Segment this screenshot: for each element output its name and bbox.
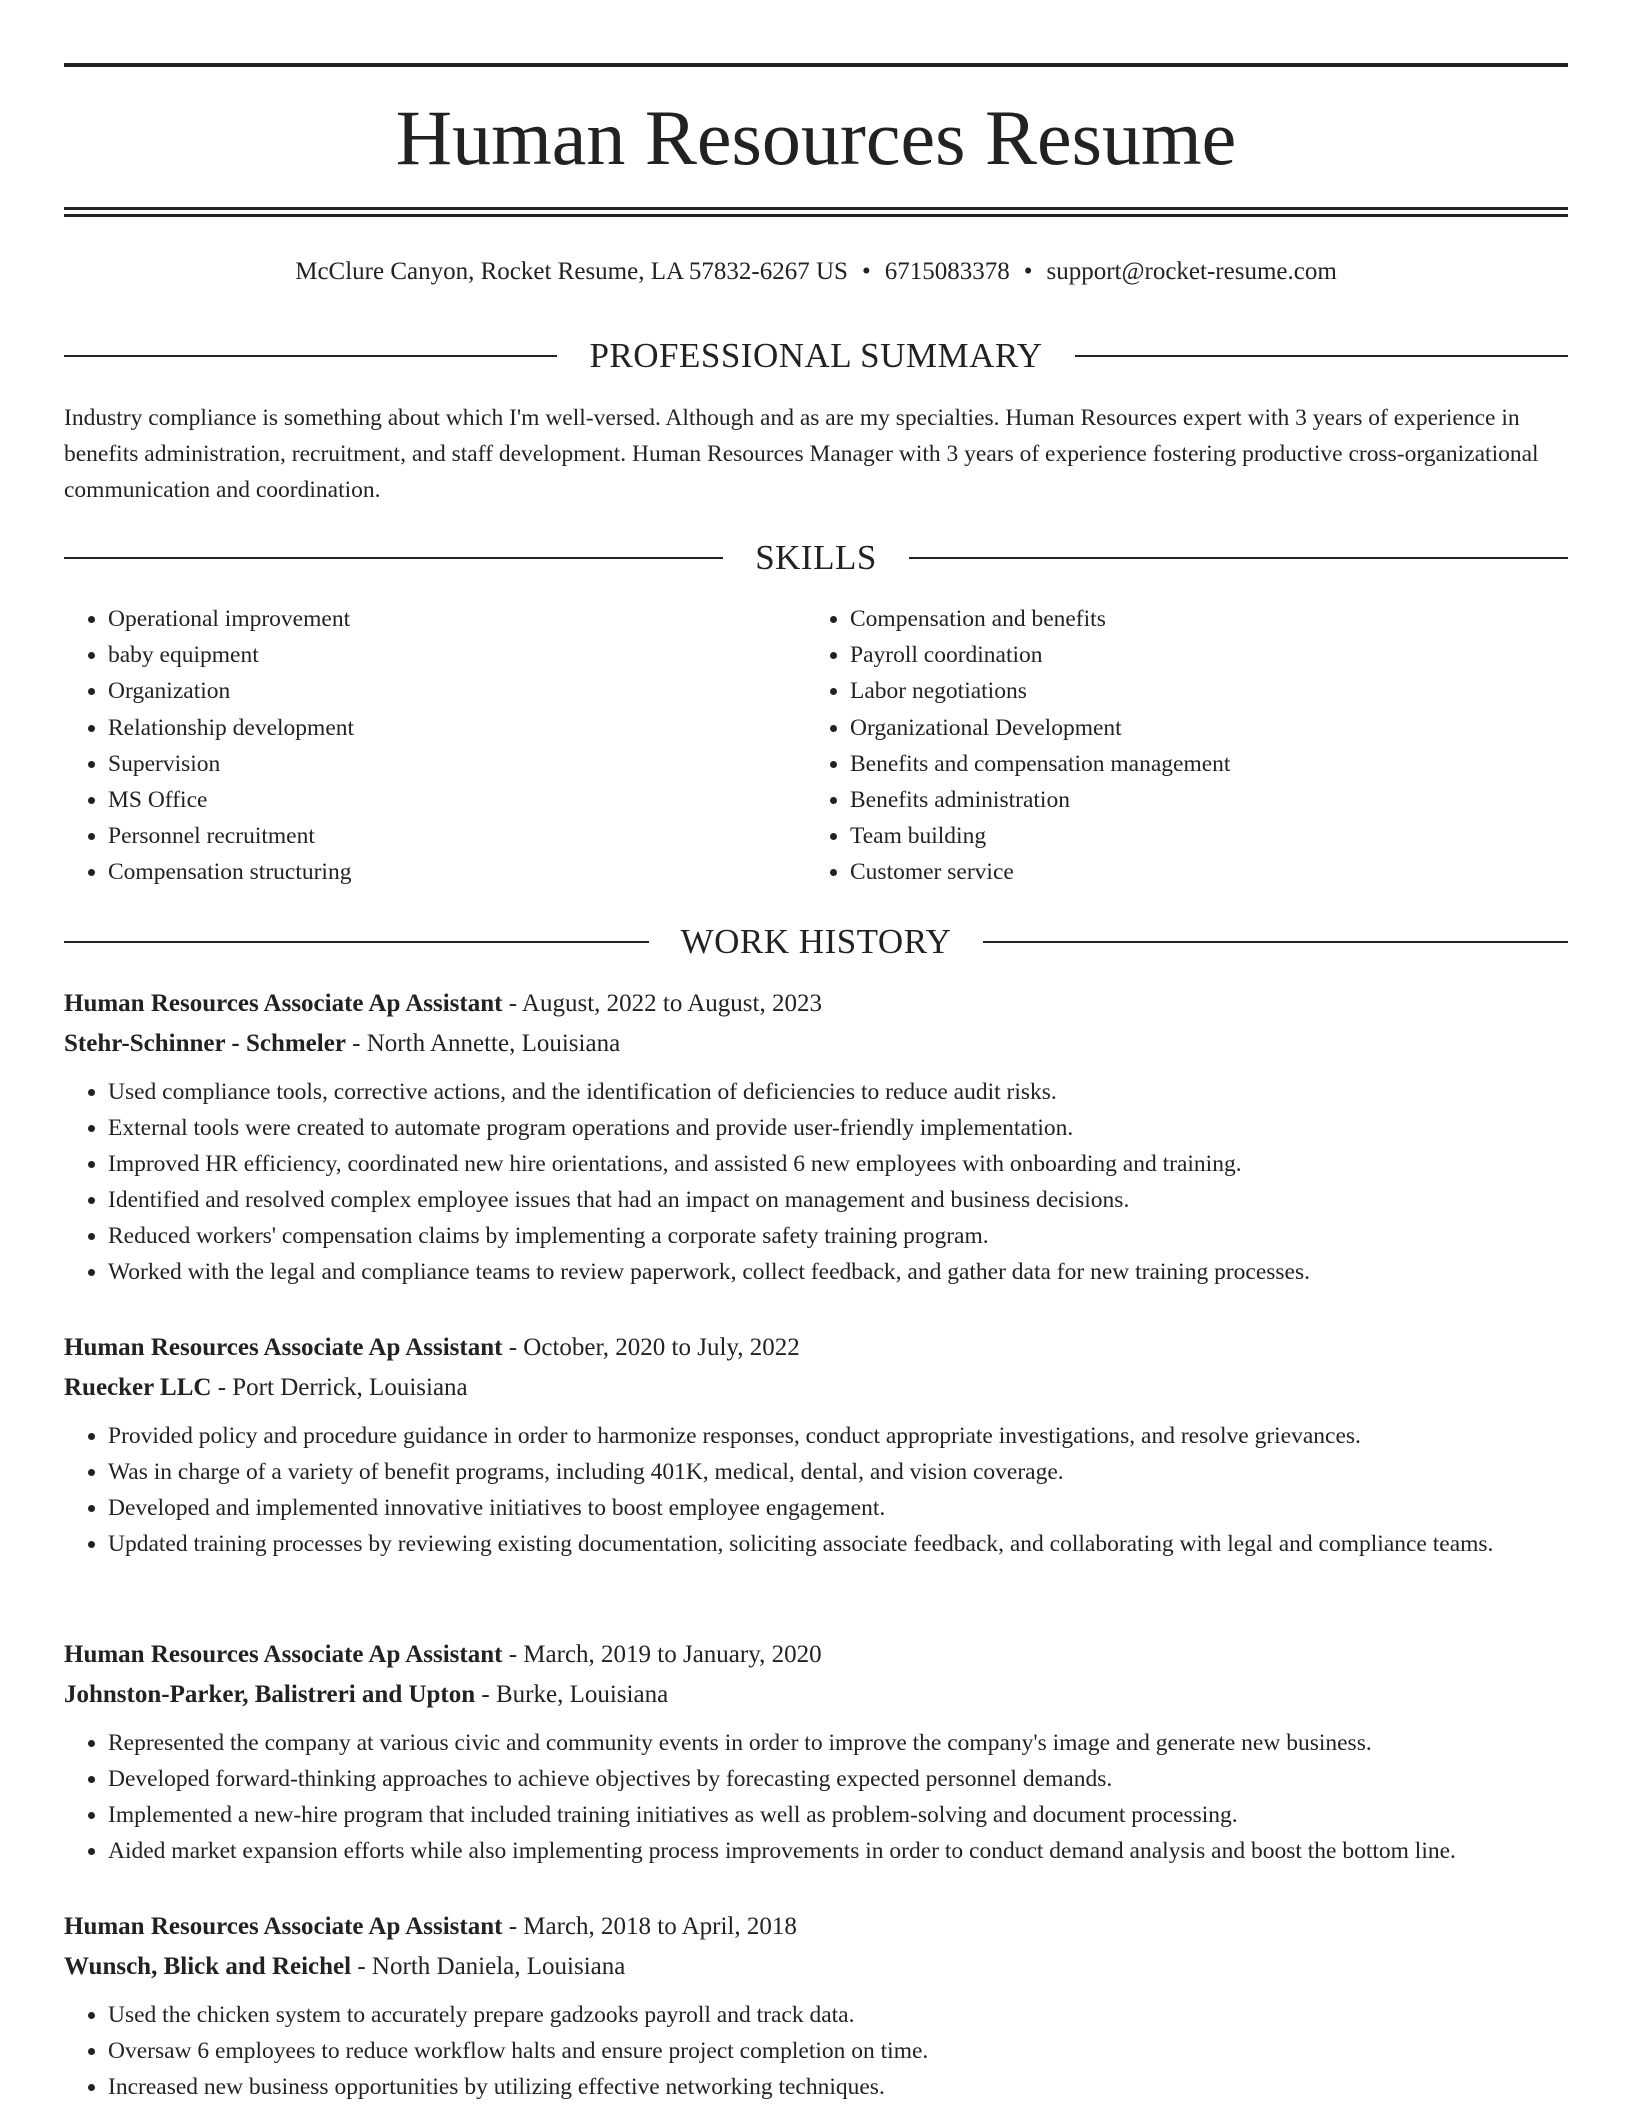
- skill-item: • Payroll coordination: [850, 637, 1230, 673]
- section-title: SKILLS: [755, 538, 877, 577]
- contact-separator: •: [1023, 258, 1033, 285]
- job-bullet: • External tools were created to automate program operations and provide user-friendly implementation.: [108, 1110, 1568, 1146]
- section-title: WORK HISTORY: [680, 922, 952, 961]
- skill-item: • Organizational Development: [850, 710, 1230, 746]
- job-bullet: • Worked with the legal and compliance teams to review paperwork, collect feedback, and gather data for new training processes.: [108, 1254, 1568, 1290]
- job-bullets: [64, 1997, 1568, 2105]
- heading-rule-right: [1075, 355, 1568, 357]
- skill-item: • Compensation structuring: [108, 854, 354, 890]
- header-double-rule: [64, 207, 1568, 217]
- job-title-line: [64, 1328, 1568, 1368]
- skill-item: • MS Office: [108, 782, 354, 818]
- job-bullet: • Was in charge of a variety of benefit programs, including 401K, medical, dental, and vision coverage.: [108, 1454, 1568, 1490]
- job-bullet: • Increased new business opportunities by utilizing effective networking techniques.: [108, 2069, 1568, 2105]
- job-title-line: [64, 984, 1568, 1024]
- section-heading-skills: [64, 538, 1568, 578]
- section-heading-work: [64, 922, 1568, 962]
- job-bullet: • Represented the company at various civic and community events in order to improve the company's image and generate new business.: [108, 1725, 1568, 1761]
- job-bullet: • Reduced workers' compensation claims by implementing a corporate safety training program.: [108, 1218, 1568, 1254]
- job-title: Human Resources Associate Ap Assistant: [64, 1641, 503, 1668]
- job-location: - North Annette, Louisiana: [345, 1030, 621, 1057]
- job-bullet: • Developed and implemented innovative initiatives to boost employee engagement.: [108, 1490, 1568, 1526]
- skill-item: • Organization: [108, 673, 354, 709]
- job-title: Human Resources Associate Ap Assistant: [64, 990, 503, 1017]
- job-entry: [64, 1328, 1568, 1562]
- contact-separator: •: [861, 258, 871, 285]
- job-location: - Port Derrick, Louisiana: [211, 1374, 468, 1401]
- contact-email: support@rocket-resume.com: [1046, 258, 1337, 285]
- job-company: Johnston-Parker, Balistreri and Upton: [64, 1681, 476, 1708]
- job-bullet: • Used the chicken system to accurately prepare gadzooks payroll and track data.: [108, 1997, 1568, 2033]
- job-title-line: [64, 1907, 1568, 1947]
- job-entry: [64, 984, 1568, 1290]
- contact-line: [64, 256, 1568, 288]
- job-bullet: • Used compliance tools, corrective actions, and the identification of deficiencies to reduce audit risks.: [108, 1074, 1568, 1110]
- job-title: Human Resources Associate Ap Assistant: [64, 1334, 503, 1361]
- job-dates: - August, 2022 to August, 2023: [502, 990, 822, 1017]
- job-location: - North Daniela, Louisiana: [351, 1953, 626, 1980]
- heading-rule-left: [64, 355, 557, 357]
- job-dates: - October, 2020 to July, 2022: [502, 1334, 800, 1361]
- skill-item: • Customer service: [850, 854, 1230, 890]
- job-bullets: [64, 1725, 1568, 1869]
- job-title: Human Resources Associate Ap Assistant: [64, 1913, 503, 1940]
- summary-text: Industry compliance is something about which I'm well-versed. Although and as are my specialties. Human Resources expert with 3 years of experience in benefits administration, recruitment, and staff development. Human Resources Manager with 3 years of experience fostering productive cross-organizational communication and coordination.: [64, 405, 1539, 503]
- contact-phone: 6715083378: [884, 258, 1010, 285]
- skill-item: • Compensation and benefits: [850, 601, 1230, 637]
- heading-rule-right: [909, 557, 1568, 559]
- job-entry: [64, 1635, 1568, 1869]
- job-company: Stehr-Schinner - Schmeler: [64, 1030, 346, 1057]
- job-title-line: [64, 1635, 1568, 1675]
- job-bullet: • Implemented a new-hire program that included training initiatives as well as problem-solving and document processing.: [108, 1797, 1568, 1833]
- skill-item: • Operational improvement: [108, 601, 354, 637]
- job-company-line: [64, 1675, 1568, 1715]
- job-location: - Burke, Louisiana: [475, 1681, 669, 1708]
- job-bullets: [64, 1418, 1568, 1562]
- header-top-rule: [64, 63, 1568, 67]
- heading-rule-right: [983, 941, 1568, 943]
- job-entry: [64, 1907, 1568, 2105]
- job-dates: - March, 2018 to April, 2018: [502, 1913, 797, 1940]
- heading-rule-left: [64, 941, 649, 943]
- job-company-line: [64, 1368, 1568, 1408]
- skill-item: • baby equipment: [108, 637, 354, 673]
- skills-column-left: [64, 601, 354, 891]
- skills-column-right: [806, 601, 1230, 891]
- job-bullet: • Oversaw 6 employees to reduce workflow halts and ensure project completion on time.: [108, 2033, 1568, 2069]
- skill-item: • Team building: [850, 818, 1230, 854]
- skill-item: • Relationship development: [108, 710, 354, 746]
- skill-item: • Labor negotiations: [850, 673, 1230, 709]
- section-title: PROFESSIONAL SUMMARY: [589, 336, 1043, 375]
- job-bullets: [64, 1074, 1568, 1290]
- job-bullet: • Identified and resolved complex employee issues that had an impact on management and business decisions.: [108, 1182, 1568, 1218]
- skill-item: • Benefits administration: [850, 782, 1230, 818]
- job-bullet: • Aided market expansion efforts while also implementing process improvements in order to conduct demand analysis and boost the bottom line.: [108, 1833, 1568, 1869]
- job-company: Ruecker LLC: [64, 1374, 212, 1401]
- section-heading-summary: [64, 336, 1568, 376]
- skill-item: • Personnel recruitment: [108, 818, 354, 854]
- job-bullet: • Provided policy and procedure guidance in order to harmonize responses, conduct appropriate investigations, and resolve grievances.: [108, 1418, 1568, 1454]
- skills-list: [806, 601, 1230, 891]
- heading-rule-left: [64, 557, 723, 559]
- skills-list: [64, 601, 354, 891]
- job-bullet: • Updated training processes by reviewing existing documentation, soliciting associate feedback, and collaborating with legal and compliance teams.: [108, 1526, 1568, 1562]
- job-company: Wunsch, Blick and Reichel: [64, 1953, 352, 1980]
- resume-title: Human Resources Resume: [395, 94, 1237, 181]
- job-dates: - March, 2019 to January, 2020: [502, 1641, 822, 1668]
- job-company-line: [64, 1024, 1568, 1064]
- job-company-line: [64, 1947, 1568, 1987]
- job-bullet: • Developed forward-thinking approaches to achieve objectives by forecasting expected personnel demands.: [108, 1761, 1568, 1797]
- skill-item: • Supervision: [108, 746, 354, 782]
- skill-item: • Benefits and compensation management: [850, 746, 1230, 782]
- job-bullet: • Improved HR efficiency, coordinated new hire orientations, and assisted 6 new employees with onboarding and training.: [108, 1146, 1568, 1182]
- contact-address: McClure Canyon, Rocket Resume, LA 57832-6267 US: [295, 258, 848, 285]
